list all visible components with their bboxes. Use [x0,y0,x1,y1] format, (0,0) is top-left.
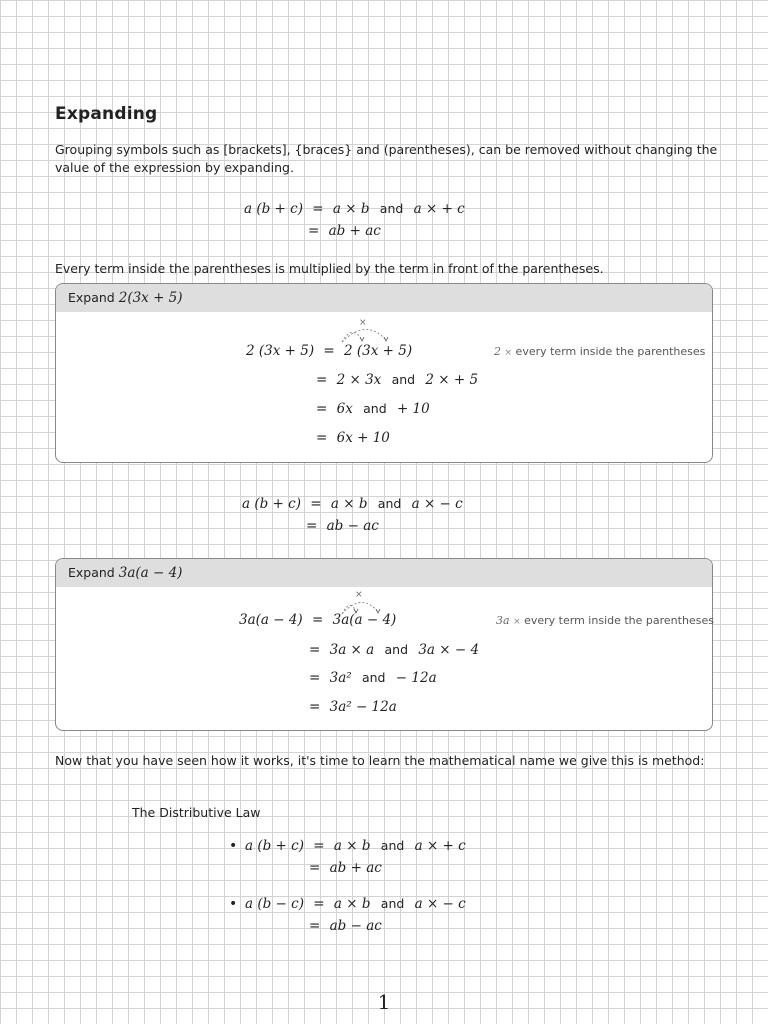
section-heading: Expanding [55,104,158,124]
law-item2-lhs: a (b − c) [245,896,304,912]
rule1-term-b: a × + c [413,201,465,217]
law-bullet-2: • [229,896,238,912]
law-item2-result: ab − ac [329,918,382,934]
law-title: The Distributive Law [132,805,261,820]
example1-eq4: = [316,430,328,446]
rule2-term-a: a × b [330,496,368,512]
law-item1-lhs: a (b + c) [245,838,304,854]
rule1-and: and [379,201,404,216]
rule2-eq2: = [306,518,318,534]
law-item2-eq2: = [309,918,321,934]
law-item1-eq: = [313,838,325,854]
now-paragraph: Now that you have seen how it works, it's time to learn the mathematical name we give this is method: [55,753,705,768]
example2-lhs: 3a(a − 4) [239,612,303,628]
rule1-line1 [244,201,465,217]
example2-rhs1: 3a(a − 4) [332,612,397,628]
law-item1-result: ab + ac [329,860,382,876]
example1-note-times-icon: × [504,348,513,358]
example1-lhs: 2 (3x + 5) [246,343,315,359]
law-item1-term-b: a × + c [414,838,466,854]
example1-note-text: every term inside the parentheses [515,345,706,358]
rule1-result: ab + ac [328,223,381,239]
every-term-paragraph: Every term inside the parentheses is multiplied by the term in front of the parentheses. [55,261,604,276]
example2-line3 [309,670,437,686]
example1-l3a: 6x [336,401,353,417]
example1-l2b: 2 × + 5 [425,372,479,388]
example2-title-word: Expand [68,565,115,580]
example2-eq3: = [309,670,321,686]
example2-line2 [309,642,479,658]
example2-l2a: 3a × a [329,642,375,658]
example1-l2a: 2 × 3x [336,372,382,388]
example1-rhs1: 2 (3x + 5) [344,343,413,359]
law-item1-eq2: = [309,860,321,876]
example1-title-math: 2(3x + 5) [118,290,183,306]
rule2-eq: = [310,496,322,512]
law-item2-and: and [380,896,405,911]
example1-line3 [316,401,430,417]
example1-times-mark: × [359,318,367,328]
law-item2-eq: = [313,896,325,912]
example1-note-num: 2 [494,345,501,358]
page-number: 1 [377,990,391,1014]
example1-line4 [316,430,390,446]
example2-l3b: − 12a [395,670,437,686]
rule2-result: ab − ac [326,518,379,534]
rule1-term-a: a × b [332,201,370,217]
example2-note-num: 3a [496,614,510,627]
law-item1-line1 [245,838,466,854]
example2-note [496,614,714,627]
rule1-line2 [308,223,381,239]
example2-l2b: 3a × − 4 [418,642,480,658]
example2-header [56,559,712,587]
example2-and3: and [361,670,386,685]
law-item2-term-b: a × − c [414,896,466,912]
example1-note [494,345,705,358]
rule2-lhs: a (b + c) [242,496,301,512]
law-bullet-1: • [229,838,238,854]
rule1-eq: = [312,201,324,217]
rule2-term-b: a × − c [411,496,463,512]
example2-times-mark: × [355,590,363,600]
example1-title-word: Expand [68,290,115,305]
rule2-line1 [242,496,463,512]
example1-eq3: = [316,401,328,417]
example2-result: 3a² − 12a [329,699,397,715]
law-item2-term-a: a × b [333,896,371,912]
example2-eq: = [312,612,324,628]
law-item1-and: and [380,838,405,853]
law-item2-line2 [309,918,382,934]
law-item2-line1 [245,896,466,912]
example2-line1 [239,612,396,628]
example1-line2 [316,372,478,388]
example1-result: 6x + 10 [336,430,390,446]
example2-l3a: 3a² [329,670,352,686]
example2-and2: and [384,642,409,657]
example1-l3b: + 10 [396,401,430,417]
example1-eq: = [323,343,335,359]
example2-eq2: = [309,642,321,658]
law-item1-term-a: a × b [333,838,371,854]
example1-line1 [246,343,412,359]
example2-note-text: every term inside the parentheses [524,614,714,627]
example2-title-math: 3a(a − 4) [118,565,183,581]
example2-eq4: = [309,699,321,715]
example2-note-times-icon: × [513,617,521,627]
intro-paragraph: Grouping symbols such as [brackets], {braces} and (parentheses), can be removed without changing the value of the expression by expanding. [55,142,718,175]
example1-and2: and [391,372,416,387]
example1-and3: and [363,401,387,416]
example1-eq2: = [316,372,328,388]
rule2-and: and [377,496,402,511]
example1-header [56,284,712,312]
rule1-lhs: a (b + c) [244,201,303,217]
rule1-eq2: = [308,223,320,239]
law-item1-line2 [309,860,382,876]
rule2-line2 [306,518,379,534]
example2-line4 [309,699,397,715]
